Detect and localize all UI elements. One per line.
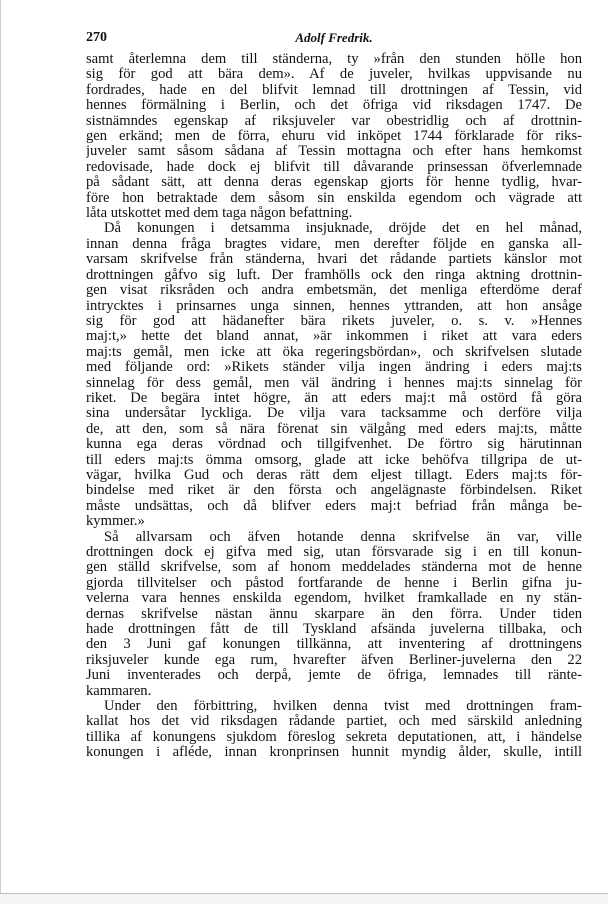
- text-line: sistnämndes egenskap af riksjuveler var obestridlig och af drottnin-: [86, 113, 582, 129]
- text-line: dernas skrifvelse nästan ännu skarpare än den förra. Under tiden: [86, 606, 582, 622]
- text-line: sina undersåtar lyckliga. De vilja vara tacksamme och derföre vilja: [86, 406, 582, 422]
- text-line: kammaren.: [86, 683, 152, 699]
- text-line: sig för god att hädanefter bära rikets juveler, o. s. v. »Hennes: [86, 313, 582, 329]
- text-line: riksjuveler kunde ega rum, hvarefter äfven Berliner-juvelerna den 22: [86, 652, 582, 668]
- text-line: måste undsättas, och då blifver eders maj:t befriad från många be-: [86, 498, 582, 514]
- text-line: Då konungen i detsamma insjuknade, dröjde det en hel månad,: [104, 221, 582, 237]
- text-line: före hon betraktade dem såsom sin enskilda egendom och vägrade att: [86, 190, 582, 206]
- text-line: samt återlemna dem till ständerna, ty »från den stunden hölle hon: [86, 52, 582, 67]
- text-line: vägar, hvilka Gud och deras rätt dem eljest tillagt. Eders maj:ts för-: [86, 467, 582, 483]
- text-line: gen visat riksråden och andra embetsmän, det menliga efterdöme deraf: [86, 283, 582, 299]
- text-line: låta utskottet med dem taga någon befattning.: [86, 206, 353, 222]
- text-line: Under den förbittring, hvilken denna tvist med drottningen fram-: [104, 699, 582, 715]
- text-line: hade drottningen fått de till Tyskland afsända juvelerna tillbaka, och: [86, 622, 582, 638]
- text-line: kallat hos det vid riksdagen rådande partiet, och med särskild anledning: [86, 714, 582, 730]
- text-line: hennes förmälning i Berlin, och det öfriga vid riksdagen 1747. De: [86, 98, 582, 114]
- page-edge: [0, 0, 1, 904]
- text-line: intrycktes i prinsarnes unga sinnen, hennes yttranden, att hon ansåge: [86, 298, 582, 314]
- text-line: de, att den, som så nära förenat sin välgång med eders maj:ts, måtte: [86, 421, 582, 437]
- text-line: kymmer.»: [86, 514, 145, 530]
- text-line: till eders maj:ts ömma omsorg, glade att icke behöfva tillgripa de ut-: [86, 452, 582, 468]
- text-line: på sådant sätt, att denna deras egenskap gjorts för henne tydlig, hvar-: [86, 175, 582, 191]
- text-line: drottningen gåfvo sig luft. Der framhölls ock den ringa aktning drottnin-: [86, 267, 582, 283]
- text-line: fordrades, hade en del blifvit lemnad till drottningen af Tessin, vid: [86, 82, 582, 98]
- text-line: juveler samt såsom sådana af Tessin mottagna och efter hans hemkomst: [86, 144, 582, 160]
- paragraph-1: [86, 52, 582, 221]
- text-line: redovisade, hade dock ej blifvit till dåvarande prinsessan öfverlemnade: [86, 159, 582, 175]
- text-line: med följande ord: »Rikets ständer vilja ingen ändring i eders maj:ts: [86, 360, 582, 376]
- text-line: konungen i afléde, innan kronprinsen hunnit myndig ålder, skulle, intill: [86, 745, 582, 761]
- paragraph-3: [86, 530, 582, 699]
- text-line: tillika af konungens sjukdom föreslog sekreta deputationen, att, i händelse: [86, 729, 582, 745]
- text-line: gen ställd skrifvelse, som af honom meddelades ständerna mot de henne: [86, 560, 582, 576]
- text-line: gjorda tillvitelser och påstod fortfarande de henne i Berlin gifna ju-: [86, 575, 582, 591]
- running-title: Adolf Fredrik.: [295, 30, 373, 45]
- text-line: bindelse med riket är den första och angelägnaste förbindelsen. Riket: [86, 483, 582, 499]
- text-line: innan denna fråga bragtes vidare, men derefter följde en ganska all-: [86, 236, 582, 252]
- text-line: den 3 Juni gaf konungen tillkänna, att inventering af drottningens: [86, 637, 582, 653]
- paragraph-4: [86, 699, 582, 761]
- text-line: maj:t,» hette det bland annat, »är inkommen i riket att vara eders: [86, 329, 582, 345]
- text-line: kunna ega deras vördnad och tillgifvenhet. De förtro sig härutinnan: [86, 437, 582, 453]
- page-number: 270: [86, 30, 107, 45]
- text-line: gen erkänd; men de förra, ehuru vid inköpet 1744 förklarade för riks-: [86, 129, 582, 145]
- page-header: [86, 30, 582, 52]
- text-line: varsam skrifvelse från ständerna, hvari det rådande partiets känslor mot: [86, 252, 582, 268]
- text-line: sig för god att bära dem». Af de juveler, hvilkas uppvisande nu: [86, 67, 582, 83]
- text-line: Juni inventerades och derpå, jemte de öfriga, lemnades till ränte-: [86, 668, 582, 684]
- text-line: riket. De begära intet högre, än att eders maj:t må ostörd få göra: [86, 390, 582, 406]
- text-line: velerna vara hennes enskilda egendom, hvilket framkallade en ny stän-: [86, 591, 582, 607]
- body-text: [86, 52, 582, 761]
- text-line: Så allvarsam och äfven hotande denna skrifvelse än var, ville: [104, 529, 582, 545]
- text-line: maj:ts gemål, men icke att öka regeringsbördan», och skrifvelsen slutade: [86, 344, 582, 360]
- text-line: sinnelag för dess gemål, men väl ändring i hennes maj:ts sinnelag för: [86, 375, 582, 391]
- paragraph-2: [86, 221, 582, 529]
- scan-bottom-edge: [0, 893, 608, 904]
- text-line: drottningen dock ej gifva med sig, utan försvarade sig i en till konun-: [86, 545, 582, 560]
